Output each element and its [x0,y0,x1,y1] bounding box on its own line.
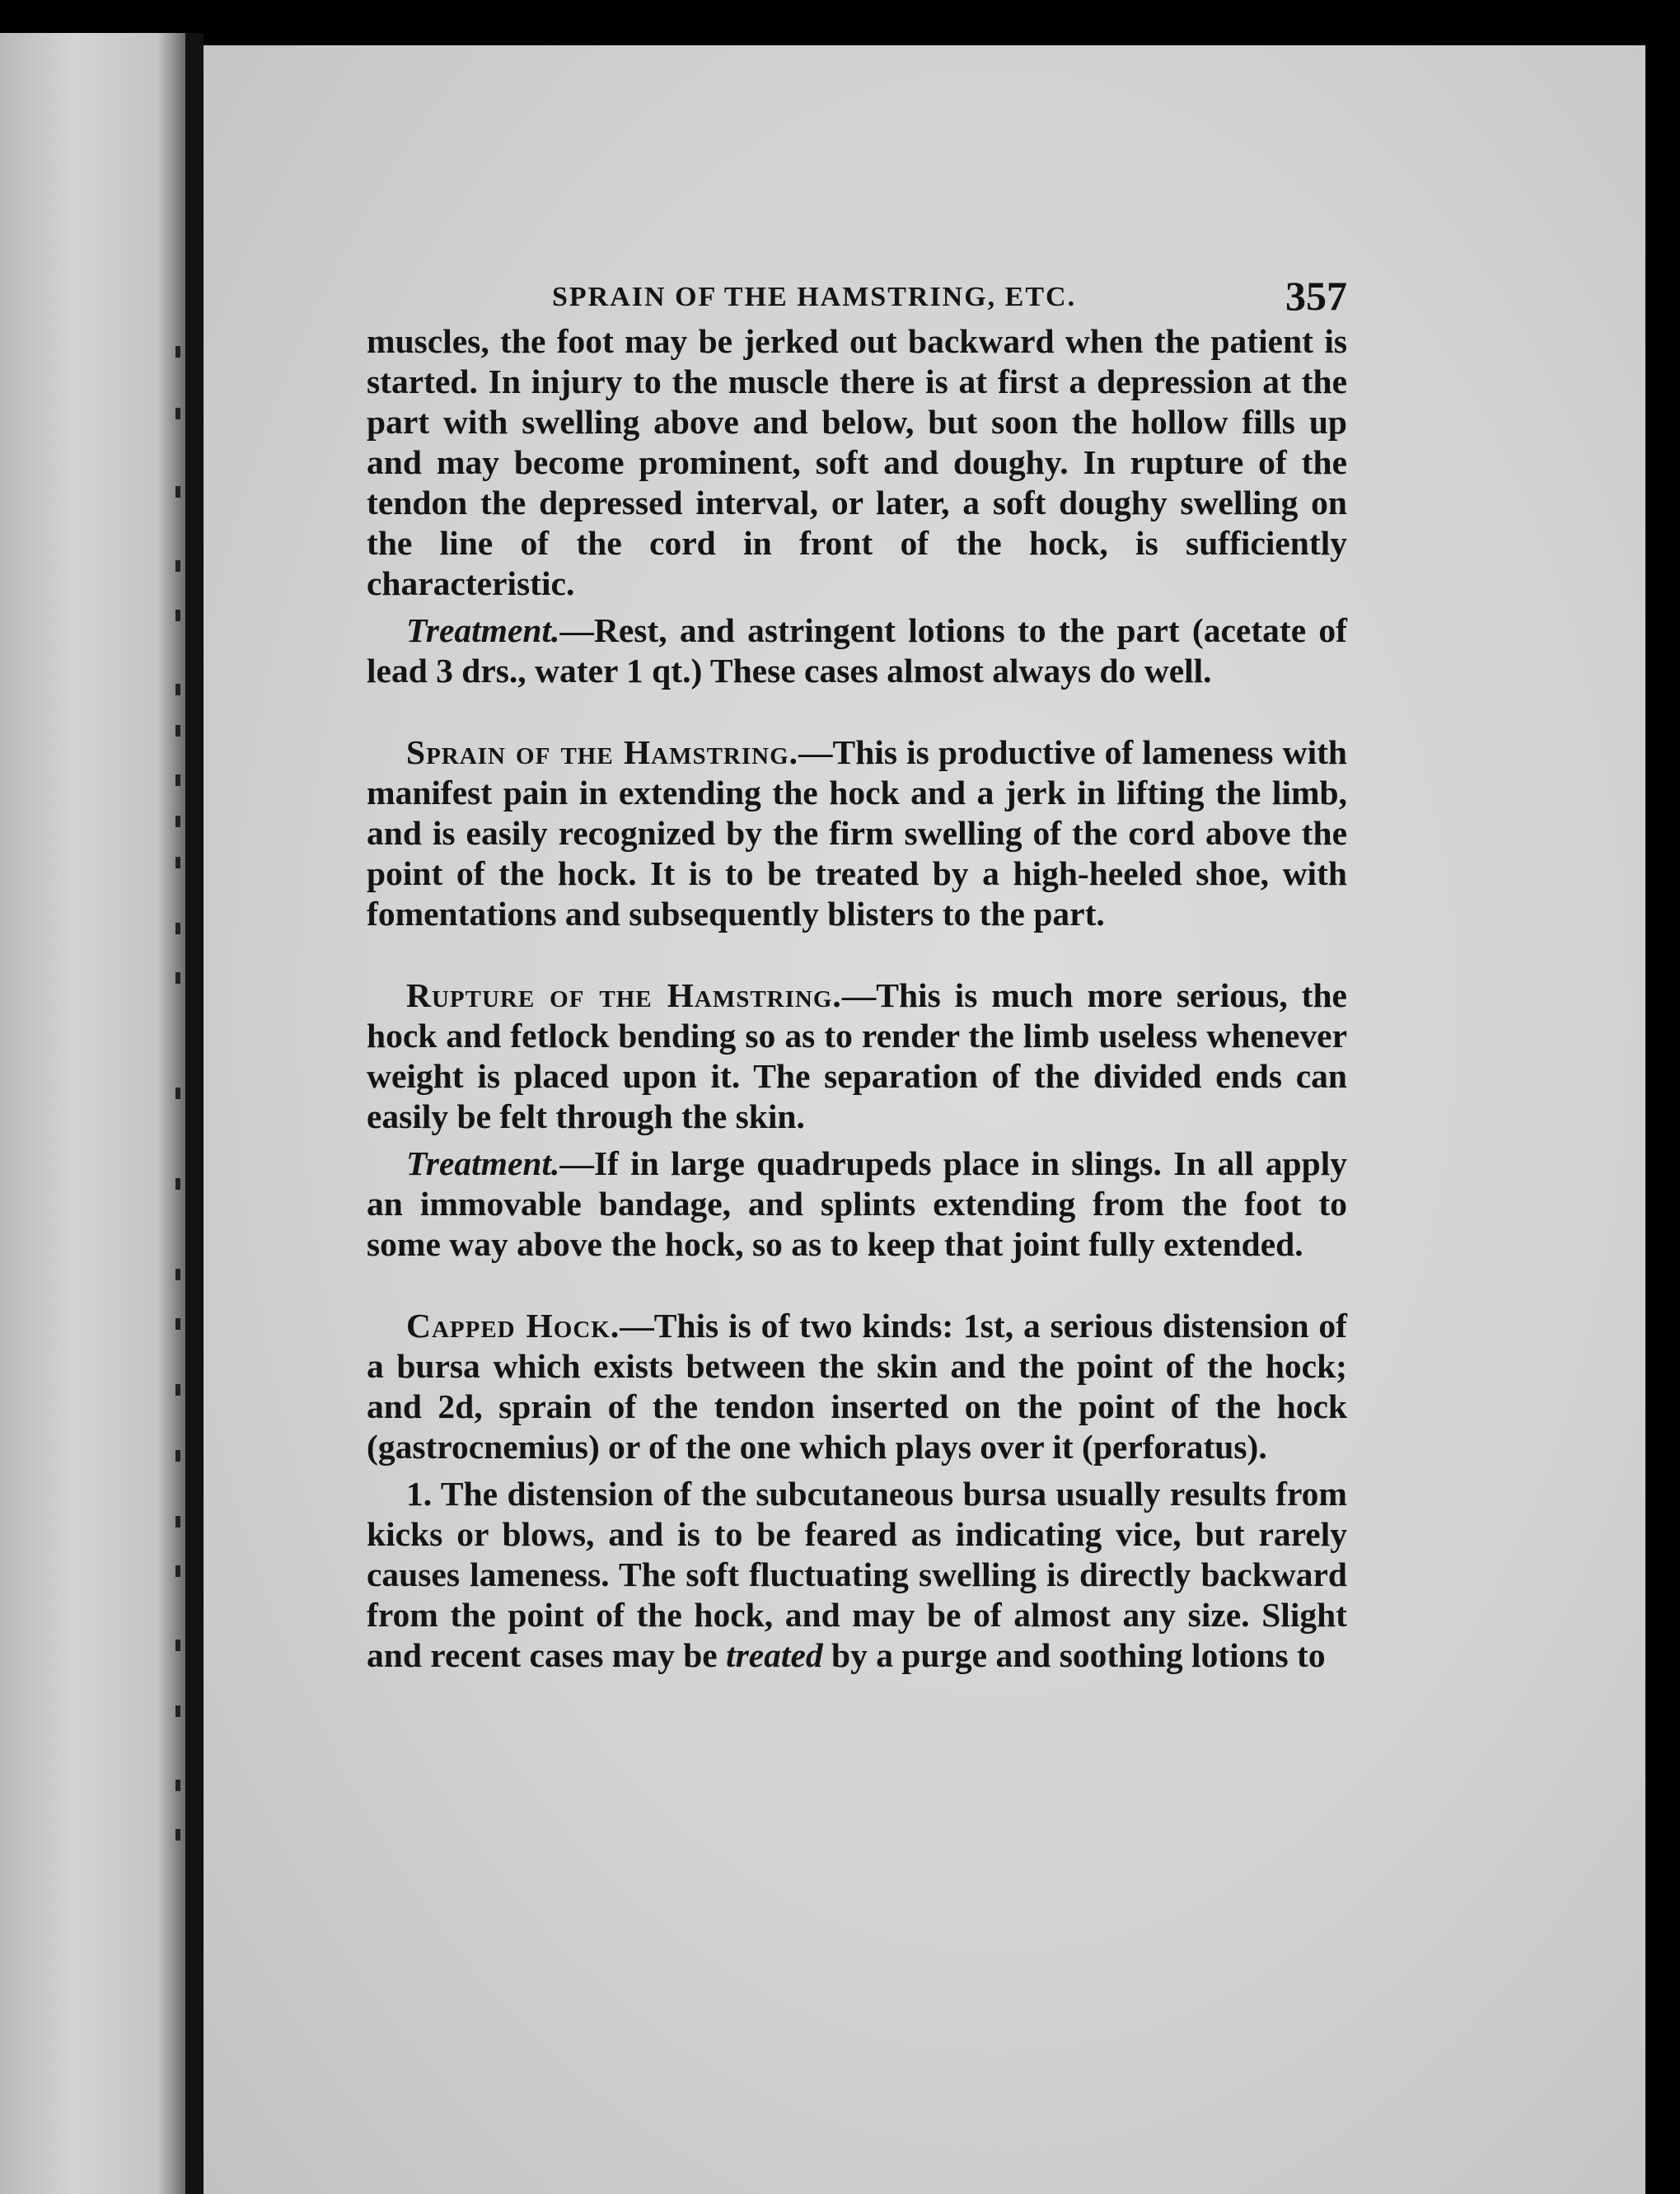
section-heading-sprain: Sprain of the Hamstring. [406,733,799,771]
paragraph-capped-hock [367,1306,1347,1467]
running-head-title: SPRAIN OF THE HAMSTRING, ETC. [552,282,1077,312]
treatment-label-2: Treatment. [406,1144,560,1182]
left-page-text-edges [171,33,180,2194]
capped-hock-text: —This is of two kinds: 1st, a serious distension of a bursa which exists between the skin and the point of the hock; and 2d, sprain of the tendon inserted on the point of the hock (gastrocnemius) or of the one which plays over it (perforatus). [367,1307,1348,1466]
body-text [367,321,1347,1676]
section-heading-capped-hock: Capped Hock. [406,1307,620,1345]
scan-border [1645,0,1680,2194]
bursa-italic: treated [726,1636,823,1674]
rupture-text: —This is much more serious, the hock and fetlock bending so as to render the limb useless whenever weight is placed upon it. The separation of the divided ends can easily be felt through the skin. [367,976,1347,1135]
paragraph-bursa [367,1474,1347,1676]
bursa-text-b: by a purge and soothing lotions to [822,1636,1326,1674]
treatment-text: —Rest, and astringent lotions to the part (acetate of lead 3 drs., water 1 qt.) These cases almost always do well. [367,611,1347,690]
page-number: 357 [1285,273,1347,319]
sprain-text: —This is productive of lameness with manifest pain in extending the hock and a jerk in lifting the limb, and is easily recognized by the firm swelling of the cord above the point of the hock. It is to be treated by a high-heeled shoe, with fomentations and subsequently blisters to the part. [367,733,1348,933]
left-page-edge [0,33,185,2194]
book-gutter [185,33,204,2194]
page-text [367,272,1347,1676]
treatment-label: Treatment. [406,611,560,649]
paragraph-treatment-1 [367,610,1347,691]
running-head [367,272,1347,321]
paragraph-treatment-2 [367,1144,1347,1265]
paragraph-sprain-hamstring [367,732,1347,934]
treatment-text-2: —If in large quadrupeds place in slings. In all apply an immovable bandage, and splints extending from the foot to some way above the hock, so as to keep that joint fully extended. [367,1144,1347,1263]
section-heading-rupture: Rupture of the Hamstring. [406,976,842,1014]
paragraph-muscle-injury: muscles, the foot may be jerked out backward when the patient is started. In injury to the muscle there is at first a depression at the part with swelling above and below, but soon the hollow fills up and may become prominent, soft and doughy. In rupture of the tendon the depressed interval, or later, a soft doughy swelling on the line of the cord in front of the hock, is sufficiently characteristic. [367,322,1347,602]
paragraph-rupture-hamstring [367,975,1347,1137]
bursa-text-a: 1. The distension of the subcutaneous bursa usually results from kicks or blows, and is to be feared as indicating vice, but rarely causes lameness. The soft fluctuating swelling is directly backward from the point of the hock, and may be of almost any size. Slight and recent cases may be [367,1475,1347,1674]
